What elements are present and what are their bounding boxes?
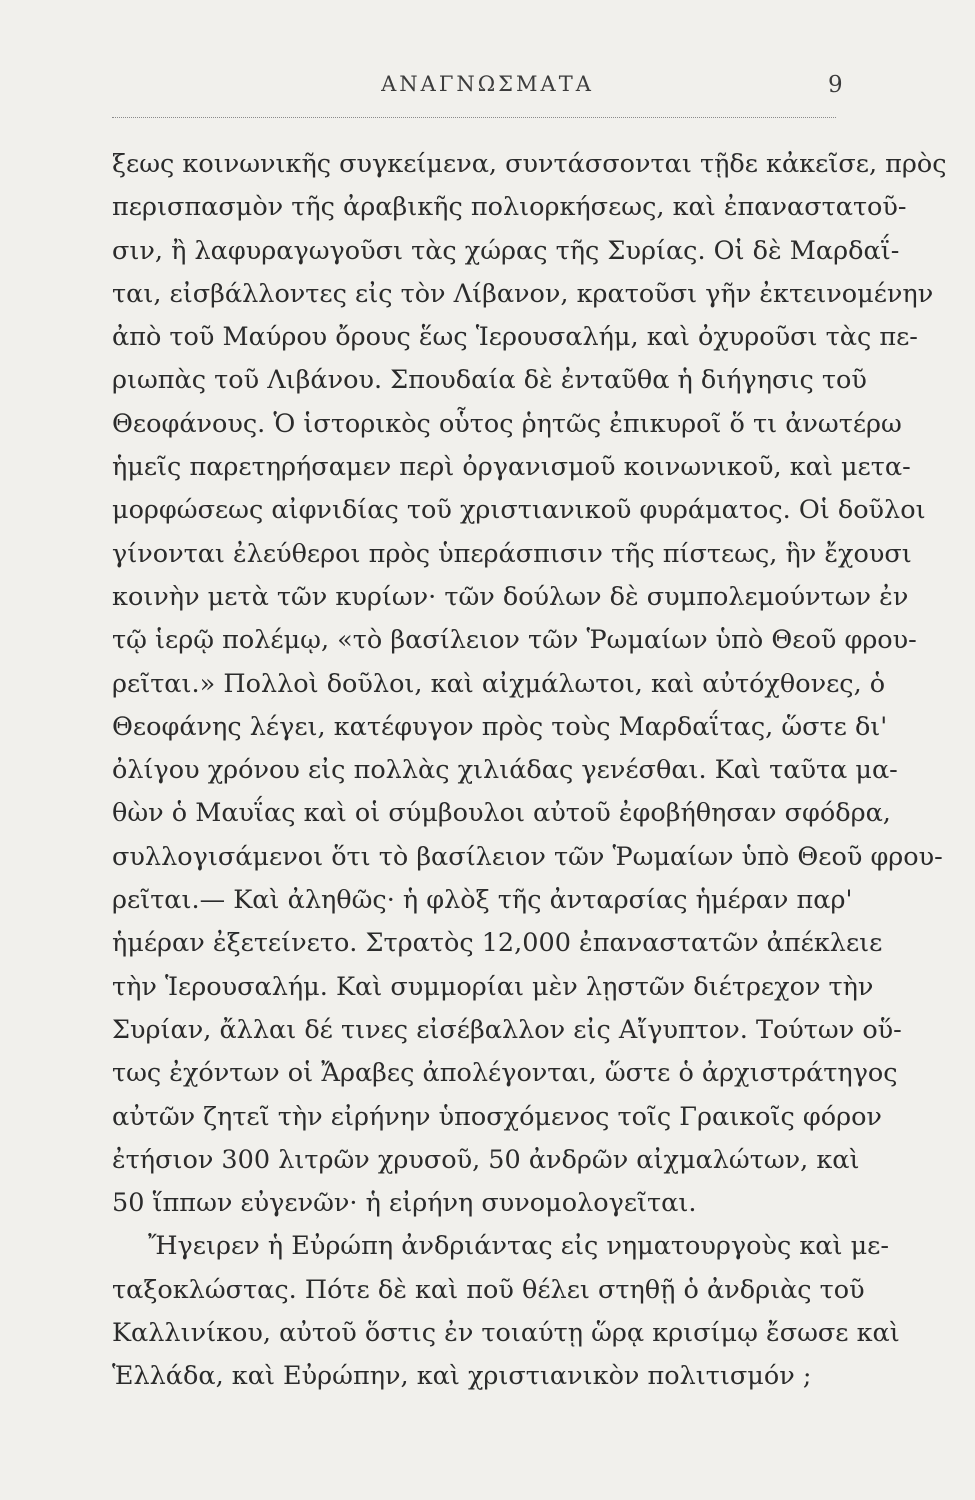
text-line: Καλλινίκου, αὐτοῦ ὅστις ἐν τοιαύτῃ ὥρᾳ κρισίμῳ ἔσωσε καὶ xyxy=(112,1318,900,1349)
text-line: τῷ ἱερῷ πολέμῳ, «τὸ βασίλειον τῶν Ῥωμαίων ὑπὸ Θεοῦ φρου- xyxy=(112,625,917,656)
text-line: Συρίαν, ἄλλαι δέ τινες εἰσέβαλλον εἰς Αἴγυπτον. Τούτων οὕ- xyxy=(112,1014,902,1045)
text-line: ταξοκλώστας. Πότε δὲ καὶ ποῦ θέλει στηθῇ ὁ ἀνδριὰς τοῦ xyxy=(112,1274,865,1305)
text-line: Ἑλλάδα, καὶ Εὐρώπην, καὶ χριστιανικὸν πολιτισμόν ; xyxy=(112,1361,812,1392)
text-line: Ἤγειρεν ἡ Εὐρώπη ἀνδριάντας εἰς νηματουργοὺς καὶ με- xyxy=(148,1231,890,1262)
text-line: ται, εἰσβάλλοντες εἰς τὸν Λίβανον, κρατοῦσι γῆν ἐκτεινομένην xyxy=(112,278,934,309)
paragraph xyxy=(112,1225,900,1398)
text-line: γίνονται ἐλεύθεροι πρὸς ὑπεράσπισιν τῆς πίστεως, ἣν ἔχουσι xyxy=(112,538,912,569)
text-line: τὴν Ἱερουσαλήμ. Καὶ συμμορίαι μὲν λῃστῶν διέτρεχον τὴν xyxy=(112,971,874,1002)
text-line: ρεῖται.» Πολλοὶ δοῦλοι, καὶ αἰχμάλωτοι, καὶ αὐτόχθονες, ὁ xyxy=(112,668,886,699)
text-line: ρεῖται.— Καὶ ἀληθῶς· ἡ φλὸξ τῆς ἀνταρσίας ἡμέραν παρ' xyxy=(112,885,853,916)
running-head xyxy=(0,72,975,112)
text-line: τως ἐχόντων οἱ Ἄραβες ἀπολέγονται, ὥστε ὁ ἀρχιστράτηγος xyxy=(112,1058,898,1089)
running-head-title: ΑΝΑΓΝΩΣΜΑΤΑ xyxy=(381,72,594,96)
body-text xyxy=(112,143,947,1399)
paragraph xyxy=(112,143,947,1225)
text-line: ριωπὰς τοῦ Λιβάνου. Σπουδαία δὲ ἐνταῦθα ἡ διήγησις τοῦ xyxy=(112,365,867,396)
text-line: Θεοφάνους. Ὁ ἱστορικὸς οὗτος ῥητῶς ἐπικυροῖ ὅ τι ἀνωτέρω xyxy=(112,408,902,439)
text-line: αὐτῶν ζητεῖ τὴν εἰρήνην ὑποσχόμενος τοῖς Γραικοῖς φόρον xyxy=(112,1101,882,1132)
text-line: ἡμέραν ἐξετείνετο. Στρατὸς 12,000 ἐπαναστατῶν ἀπέκλειε xyxy=(112,928,883,959)
text-line: σιν, ἢ λαφυραγωγοῦσι τὰς χώρας τῆς Συρίας. Οἱ δὲ Μαρδαΐ- xyxy=(112,235,900,266)
text-line: μορφώσεως αἰφνιδίας τοῦ χριστιανικοῦ φυράματος. Οἱ δοῦλοι xyxy=(112,495,926,526)
text-line: περισπασμὸν τῆς ἀραβικῆς πολιορκήσεως, καὶ ἐπαναστατοῦ- xyxy=(112,192,907,223)
page-number: 9 xyxy=(828,72,843,98)
text-line: 50 ἵππων εὐγενῶν· ἡ εἰρήνη συνομολογεῖται. xyxy=(112,1188,697,1219)
text-line: θὼν ὁ Μαυΐας καὶ οἱ σύμβουλοι αὐτοῦ ἐφοβήθησαν σφόδρα, xyxy=(112,798,891,829)
text-line: Θεοφάνης λέγει, κατέφυγον πρὸς τοὺς Μαρδαΐτας, ὥστε δι' xyxy=(112,711,888,742)
text-line: ἀπὸ τοῦ Μαύρου ὄρους ἕως Ἱερουσαλήμ, καὶ ὀχυροῦσι τὰς πε- xyxy=(112,322,918,353)
text-line: ξεως κοινωνικῆς συγκείμενα, συντάσσονται τῇδε κἀκεῖσε, πρὸς xyxy=(112,149,947,179)
text-line: συλλογισάμενοι ὅτι τὸ βασίλειον τῶν Ῥωμαίων ὑπὸ Θεοῦ φρου- xyxy=(112,841,943,872)
text-line: ἐτήσιον 300 λιτρῶν χρυσοῦ, 50 ἀνδρῶν αἰχμαλώτων, καὶ xyxy=(112,1144,860,1175)
text-line: κοινὴν μετὰ τῶν κυρίων· τῶν δούλων δὲ συμπολεμούντων ἐν xyxy=(112,581,909,612)
header-rule xyxy=(112,117,836,118)
text-line: ὀλίγου χρόνου εἰς πολλὰς χιλιάδας γενέσθαι. Καὶ ταῦτα μα- xyxy=(112,755,898,786)
text-line: ἡμεῖς παρετηρήσαμεν περὶ ὀργανισμοῦ κοινωνικοῦ, καὶ μετα- xyxy=(112,452,911,483)
